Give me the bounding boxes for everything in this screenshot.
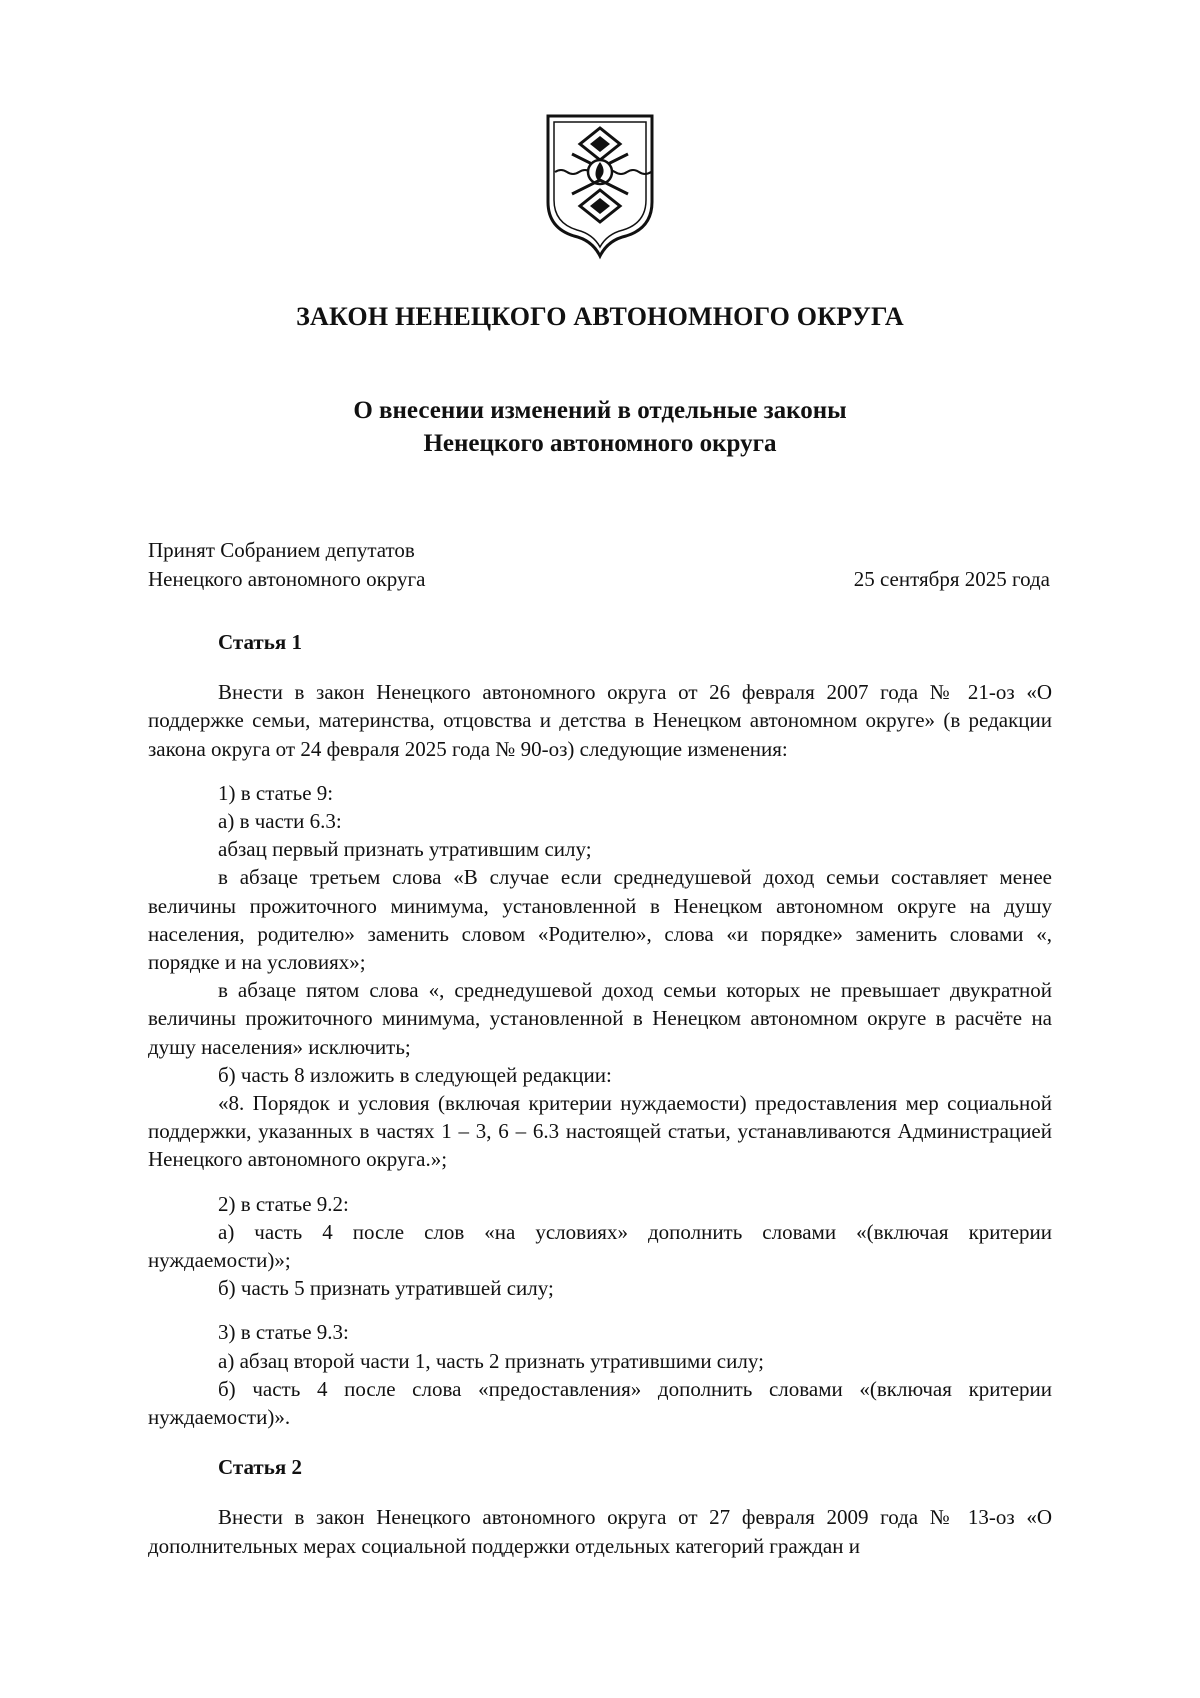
article-paragraph: Внести в закон Ненецкого автономного округа от 27 февраля 2009 года № 13-оз «О дополнительных мерах социальной поддержки отдельных категорий граждан и [148, 1505, 1052, 1558]
article-paragraph: б) часть 5 признать утратившей силу; [218, 1276, 554, 1301]
article-paragraph: в абзаце пятом слова «, среднедушевой доход семьи которых не превышает двукратной величины прожиточного минимума, установленной в Ненецком автономном округе в расчёте на душу населения» исключить; [148, 978, 1052, 1059]
adoption-date: 25 сентября 2025 года [853, 567, 1050, 591]
subtitle-line: Ненецкого автономного округа [423, 430, 777, 457]
article-paragraph: 3) в статье 9.3: [218, 1320, 349, 1345]
adopted-line: Принят Собранием депутатов [148, 538, 415, 562]
article-heading: Статья 2 [218, 1455, 302, 1480]
subtitle-line: О внесении изменений в отдельные законы [353, 397, 847, 424]
article-paragraph: 1) в статье 9: [218, 780, 334, 805]
adopted-by [148, 536, 425, 594]
article-paragraph: 2) в статье 9.2: [218, 1191, 349, 1216]
article-paragraph: Внести в закон Ненецкого автономного округа от 26 февраля 2007 года № 21-оз «О поддержке семьи, материнства, отцовства и детства в Ненецком автономном округе» (в редакции закона округа от 24 февраля 2025 года № 90-оз) следующие изменения: [148, 680, 1052, 761]
article-paragraph: «8. Порядок и условия (включая критерии нуждаемости) предоставления мер социальной поддержки, указанных в частях 1 – 3, 6 – 6.3 настоящей статьи, устанавливаются Администрацией Ненецкого автономного округа.»; [148, 1091, 1052, 1172]
law-subtitle [0, 394, 1200, 460]
law-body [148, 628, 1052, 1560]
article-heading: Статья 1 [218, 630, 302, 654]
article-paragraph: в абзаце третьем слова «В случае если среднедушевой доход семьи составляет менее величины прожиточного минимума, установленной в Ненецком автономном округе на душу населения, родителю» заменить словом «Родителю», слова «и порядке» заменить словами «, порядке и на условиях»; [148, 865, 1052, 975]
article-paragraph: а) часть 4 после слов «на условиях» дополнить словами «(включая критерии нуждаемости)»; [148, 1219, 1052, 1273]
law-title: ЗАКОН НЕНЕЦКОГО АВТОНОМНОГО ОКРУГА [296, 302, 904, 331]
adopted-line: Ненецкого автономного округа [148, 567, 426, 591]
article-paragraph: а) в части 6.3: [218, 809, 342, 834]
article-paragraph: б) часть 4 после слова «предоставления» дополнить словами «(включая критерии нуждаемости)». [148, 1376, 1052, 1430]
article-paragraph: а) абзац второй части 1, часть 2 признать утратившими силу; [218, 1348, 764, 1373]
coat-of-arms-icon [542, 110, 658, 260]
article-paragraph: б) часть 8 изложить в следующей редакции: [218, 1062, 612, 1087]
article-paragraph: абзац первый признать утратившим силу; [218, 837, 592, 862]
